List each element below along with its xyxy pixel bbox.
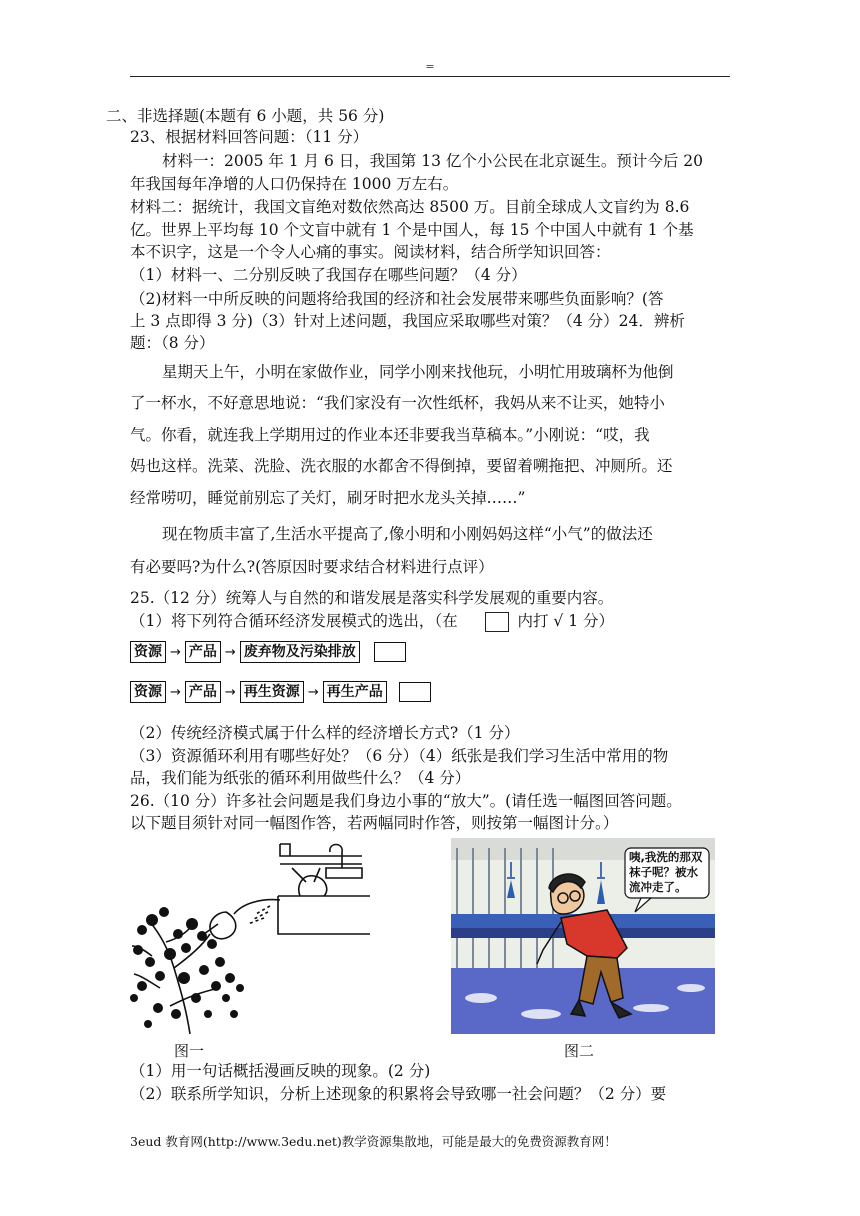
flow-node: 产品 xyxy=(185,641,221,663)
story-line: 气。你看，就连我上学期用过的作业本还非要我当草稿本。”小刚说：“哎，我 xyxy=(130,426,650,444)
material-1-line: 材料一：2005 年 1 月 6 日，我国第 13 亿个小公民在北京诞生。预计今后 20 xyxy=(162,152,704,170)
question-25-3-4: （3）资源循环利用有哪些好处？（6 分）（4）纸张是我们学习生活中常用的物 xyxy=(130,747,669,765)
question-25-1-prefix: （1）将下列符合循环经济发展模式的选出，（在 xyxy=(130,612,458,630)
answer-checkbox[interactable] xyxy=(374,642,406,662)
header-rule xyxy=(130,76,730,77)
question-23-title: 23、根据材料回答问题：（11 分） xyxy=(130,128,369,146)
material-2-line: 材料二：据统计，我国文盲绝对数依然高达 8500 万。目前全球成人文盲约为 8.6 xyxy=(130,198,690,216)
figure-1 xyxy=(130,838,370,1034)
flow-circular xyxy=(130,681,431,703)
question-23-1: （1）材料一、二分别反映了我国存在哪些问题？（4 分） xyxy=(130,266,527,284)
story-line: 经常唠叨，睡觉前别忘了关灯，刷牙时把水龙头关掉……” xyxy=(130,489,526,507)
arrow-icon: → xyxy=(224,684,236,700)
question-26-title: 26.（10 分）许多社会问题是我们身边小事的“放大”。(请任选一幅图回答问题。 xyxy=(130,792,682,810)
speech-bubble xyxy=(629,850,709,895)
question-25-title: 25.（12 分）统筹人与自然的和谐发展是落实科学发展观的重要内容。 xyxy=(130,589,614,607)
figure-1-caption: 图一 xyxy=(174,1042,205,1060)
arrow-icon: → xyxy=(170,644,181,660)
figure-2-caption: 图二 xyxy=(564,1042,595,1060)
answer-checkbox[interactable] xyxy=(399,682,431,702)
material-2-line: 亿。世界上平均每 10 个文盲中就有 1 个是中国人，每 15 个中国人中就有 1 个基 xyxy=(130,221,694,239)
question-26-2: （2）联系所学知识，分析上述现象的积累将会导致哪一社会问题？（2 分）要 xyxy=(130,1085,667,1103)
question-24-title: 题：（8 分） xyxy=(130,334,215,352)
flow-node: 产品 xyxy=(185,681,221,703)
footer-note: 3eud 教育网(http://www.3edu.net)教学资源集散地，可能是最大的免费资源教育网！ xyxy=(130,1134,617,1149)
question-25-1 xyxy=(130,611,614,632)
question-25-2: （2）传统经济模式属于什么样的经济增长方式?（1 分） xyxy=(130,724,520,742)
speech-bubble-line: 袜子呢？被水 xyxy=(629,865,698,879)
question-26-note: 以下题目须针对同一幅图作答，若两幅同时作答，则按第一幅图计分。） xyxy=(130,814,619,832)
question-25-4-cont: 品，我们能为纸张的循环利用做些什么？（4 分） xyxy=(130,769,471,787)
flow-linear xyxy=(130,641,406,663)
question-24-prompt: 现在物质丰富了,生活水平提高了,像小明和小刚妈妈这样“小气”的做法还 xyxy=(162,525,653,543)
speech-bubble-line: 流冲走了。 xyxy=(629,880,687,894)
question-24-prompt: 有必要吗?为什么?(答原因时要求结合材料进行点评） xyxy=(130,558,494,576)
header-mark: = xyxy=(425,60,435,73)
arrow-icon: → xyxy=(224,644,236,660)
question-26-1: （1）用一句话概括漫画反映的现象。(2 分) xyxy=(130,1062,431,1080)
material-1-line: 年我国每年净增的人口仍保持在 1000 万左右。 xyxy=(130,175,459,193)
story-line: 妈也这样。洗菜、洗脸、洗衣服的水都舍不得倒掉，要留着嗍拖把、冲厕所。还 xyxy=(130,457,673,475)
speech-bubble-line: 咦,我洗的那双 xyxy=(629,850,703,864)
arrow-icon: → xyxy=(307,684,319,700)
flow-node: 再生产品 xyxy=(323,681,387,703)
flow-node: 资源 xyxy=(130,641,166,663)
faucet-tree-cartoon xyxy=(130,838,370,1034)
question-25-1-suffix: 内打 √ 1 分） xyxy=(517,612,615,630)
question-23-2: （2)材料一中所反映的问题将给我国的经济和社会发展带来哪些负面影响？(答 xyxy=(130,290,664,308)
question-23-3: 上 3 点即得 3 分)（3）针对上述问题，我国应采取哪些对策？（4 分）24．辨析 xyxy=(130,312,685,330)
check-box-sample xyxy=(485,612,509,632)
flow-node: 资源 xyxy=(130,681,166,703)
section-heading: 二、非选择题(本题有 6 小题，共 56 分) xyxy=(106,107,385,125)
arrow-icon: → xyxy=(170,684,181,700)
material-2-line: 本不识字，这是一个令人心痛的事实。阅读材料，结合所学知识回答： xyxy=(130,243,611,261)
figure-2 xyxy=(451,838,715,1034)
flow-node: 废弃物及污染排放 xyxy=(240,641,360,663)
story-line: 星期天上午，小明在家做作业，同学小刚来找他玩，小明忙用玻璃杯为他倒 xyxy=(162,363,674,381)
flow-node: 再生资源 xyxy=(240,681,304,703)
story-line: 了一杯水，不好意思地说：“我们家没有一次性纸杯，我妈从来不让买，她特小 xyxy=(130,394,665,412)
